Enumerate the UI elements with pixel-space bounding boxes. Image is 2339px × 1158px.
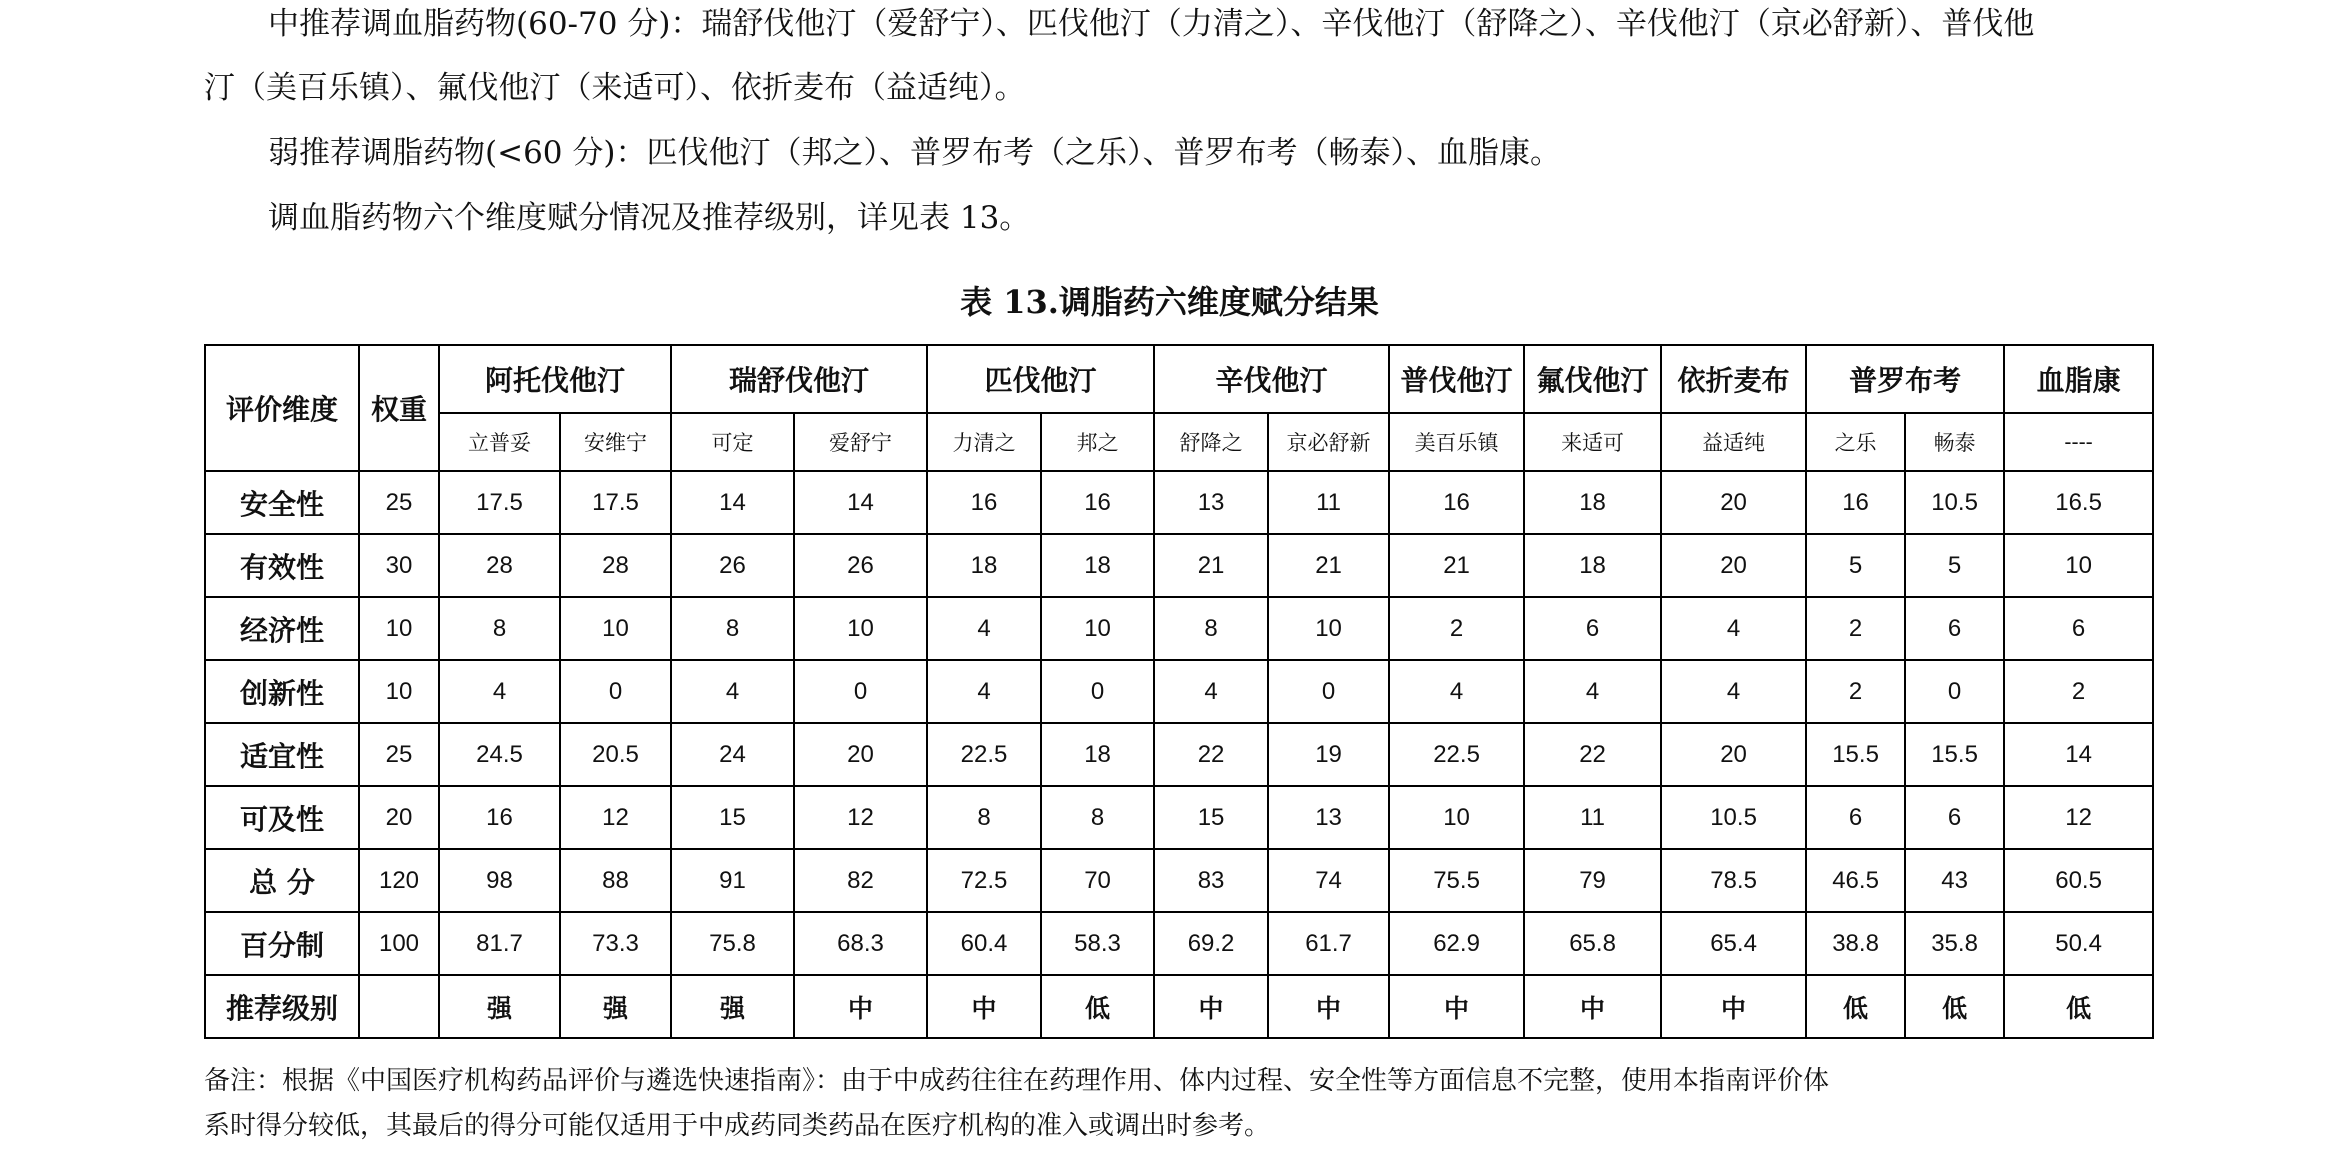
- weight-cell: 100: [359, 912, 439, 975]
- score-cell: 14: [794, 471, 927, 534]
- row-label: 可及性: [205, 786, 359, 849]
- row-label: 安全性: [205, 471, 359, 534]
- score-cell: 18: [1041, 723, 1154, 786]
- score-cell: 10: [1268, 597, 1389, 660]
- score-cell: 15: [1154, 786, 1268, 849]
- table-row: [205, 660, 2153, 723]
- score-cell: 19: [1268, 723, 1389, 786]
- score-cell: 6: [1905, 786, 2004, 849]
- score-cell: 61.7: [1268, 912, 1389, 975]
- score-cell: 69.2: [1154, 912, 1268, 975]
- row-label: 适宜性: [205, 723, 359, 786]
- level-cell: 低: [1041, 975, 1154, 1038]
- score-cell: 2: [2004, 660, 2153, 723]
- score-cell: 6: [2004, 597, 2153, 660]
- score-cell: 4: [927, 660, 1041, 723]
- weight-cell: 10: [359, 660, 439, 723]
- table-row: [205, 597, 2153, 660]
- score-cell: 8: [439, 597, 560, 660]
- score-cell: 0: [1905, 660, 2004, 723]
- score-cell: 60.5: [2004, 849, 2153, 912]
- row-label: 创新性: [205, 660, 359, 723]
- score-cell: 11: [1268, 471, 1389, 534]
- score-cell: 22: [1154, 723, 1268, 786]
- score-cell: 4: [927, 597, 1041, 660]
- dimension-header: 评价维度: [205, 345, 359, 471]
- brand-header: 舒降之: [1154, 413, 1268, 471]
- score-cell: 70: [1041, 849, 1154, 912]
- note-line2: 系时得分较低，其最后的得分可能仅适用于中成药同类药品在医疗机构的准入或调出时参考。: [204, 1111, 1271, 1141]
- weight-cell: 30: [359, 534, 439, 597]
- score-cell: 83: [1154, 849, 1268, 912]
- level-cell: 中: [1524, 975, 1661, 1038]
- row-label: 有效性: [205, 534, 359, 597]
- brand-header: 立普妥: [439, 413, 560, 471]
- level-cell: 强: [560, 975, 671, 1038]
- score-cell: 0: [560, 660, 671, 723]
- score-cell: 50.4: [2004, 912, 2153, 975]
- level-cell: 中: [927, 975, 1041, 1038]
- table-row: [205, 534, 2153, 597]
- score-cell: 35.8: [1905, 912, 2004, 975]
- score-cell: 17.5: [560, 471, 671, 534]
- score-cell: 20: [1661, 534, 1806, 597]
- score-cell: 78.5: [1661, 849, 1806, 912]
- drug-header: 阿托伐他汀: [439, 345, 671, 413]
- score-cell: 79: [1524, 849, 1661, 912]
- score-cell: 26: [794, 534, 927, 597]
- score-cell: 22.5: [1389, 723, 1524, 786]
- score-cell: 38.8: [1806, 912, 1905, 975]
- drug-header: 血脂康: [2004, 345, 2153, 413]
- table-row: [205, 786, 2153, 849]
- score-cell: 10: [794, 597, 927, 660]
- score-cell: 12: [794, 786, 927, 849]
- drug-header: 普罗布考: [1806, 345, 2004, 413]
- score-cell: 4: [439, 660, 560, 723]
- score-cell: 68.3: [794, 912, 927, 975]
- drug-header: 瑞舒伐他汀: [671, 345, 927, 413]
- score-cell: 21: [1268, 534, 1389, 597]
- score-cell: 4: [1661, 597, 1806, 660]
- weight-cell: [359, 975, 439, 1038]
- table-row: [205, 723, 2153, 786]
- table-row: [205, 471, 2153, 534]
- score-cell: 24.5: [439, 723, 560, 786]
- row-label: 总 分: [205, 849, 359, 912]
- score-cell: 20: [1661, 723, 1806, 786]
- score-cell: 2: [1806, 660, 1905, 723]
- score-cell: 10.5: [1905, 471, 2004, 534]
- score-cell: 65.8: [1524, 912, 1661, 975]
- brand-header: 来适可: [1524, 413, 1661, 471]
- row-label: 推荐级别: [205, 975, 359, 1038]
- score-cell: 10: [560, 597, 671, 660]
- score-cell: 4: [671, 660, 794, 723]
- score-cell: 13: [1154, 471, 1268, 534]
- score-cell: 46.5: [1806, 849, 1905, 912]
- score-cell: 65.4: [1661, 912, 1806, 975]
- score-cell: 4: [1661, 660, 1806, 723]
- brand-header: 可定: [671, 413, 794, 471]
- score-cell: 4: [1389, 660, 1524, 723]
- score-cell: 60.4: [927, 912, 1041, 975]
- brand-header: 益适纯: [1661, 413, 1806, 471]
- brand-header: 京必舒新: [1268, 413, 1389, 471]
- score-cell: 62.9: [1389, 912, 1524, 975]
- score-cell: 20: [1661, 471, 1806, 534]
- score-cell: 6: [1806, 786, 1905, 849]
- score-cell: 14: [2004, 723, 2153, 786]
- score-cell: 28: [439, 534, 560, 597]
- score-cell: 20: [794, 723, 927, 786]
- score-cell: 18: [1524, 534, 1661, 597]
- weight-cell: 120: [359, 849, 439, 912]
- brand-header: ----: [2004, 413, 2153, 471]
- brand-header: 美百乐镇: [1389, 413, 1524, 471]
- table-row: [205, 912, 2153, 975]
- score-cell: 15.5: [1806, 723, 1905, 786]
- drug-header: 匹伐他汀: [927, 345, 1154, 413]
- score-cell: 10: [1041, 597, 1154, 660]
- score-cell: 8: [927, 786, 1041, 849]
- score-cell: 0: [794, 660, 927, 723]
- weight-cell: 10: [359, 597, 439, 660]
- paragraph-moderate-line1: 中推荐调血脂药物(60-70 分)：瑞舒伐他汀（爱舒宁）、匹伐他汀（力清之）、辛伐他汀（舒降之）、辛伐他汀（京必舒新）、普伐他: [268, 6, 2035, 42]
- level-cell: 中: [1661, 975, 1806, 1038]
- score-cell: 58.3: [1041, 912, 1154, 975]
- score-cell: 14: [671, 471, 794, 534]
- score-table: [204, 344, 2154, 1039]
- score-cell: 15: [671, 786, 794, 849]
- level-row: [205, 975, 2153, 1038]
- score-cell: 98: [439, 849, 560, 912]
- score-cell: 17.5: [439, 471, 560, 534]
- level-cell: 低: [1905, 975, 2004, 1038]
- level-cell: 强: [671, 975, 794, 1038]
- table-row: [205, 849, 2153, 912]
- score-cell: 6: [1905, 597, 2004, 660]
- score-cell: 10: [1389, 786, 1524, 849]
- score-cell: 8: [671, 597, 794, 660]
- score-cell: 2: [1806, 597, 1905, 660]
- score-cell: 22: [1524, 723, 1661, 786]
- score-cell: 75.5: [1389, 849, 1524, 912]
- score-cell: 73.3: [560, 912, 671, 975]
- score-cell: 28: [560, 534, 671, 597]
- brand-header: 爱舒宁: [794, 413, 927, 471]
- drug-header: 依折麦布: [1661, 345, 1806, 413]
- row-label: 经济性: [205, 597, 359, 660]
- brand-header: 邦之: [1041, 413, 1154, 471]
- score-cell: 4: [1154, 660, 1268, 723]
- score-cell: 8: [1041, 786, 1154, 849]
- note-line1: 备注：根据《中国医疗机构药品评价与遴选快速指南》：由于中成药往往在药理作用、体内过程、安全性等方面信息不完整，使用本指南评价体: [204, 1066, 1830, 1096]
- score-cell: 16: [1041, 471, 1154, 534]
- drug-header: 辛伐他汀: [1154, 345, 1389, 413]
- score-cell: 0: [1041, 660, 1154, 723]
- score-cell: 18: [1524, 471, 1661, 534]
- level-cell: 低: [2004, 975, 2153, 1038]
- score-cell: 2: [1389, 597, 1524, 660]
- brand-header: 力清之: [927, 413, 1041, 471]
- score-cell: 5: [1905, 534, 2004, 597]
- drug-header: 普伐他汀: [1389, 345, 1524, 413]
- score-cell: 18: [1041, 534, 1154, 597]
- score-cell: 16.5: [2004, 471, 2153, 534]
- level-cell: 中: [1268, 975, 1389, 1038]
- score-cell: 75.8: [671, 912, 794, 975]
- score-cell: 88: [560, 849, 671, 912]
- score-cell: 16: [1389, 471, 1524, 534]
- score-cell: 13: [1268, 786, 1389, 849]
- table-caption: 表 13.调脂药六维度赋分结果: [960, 283, 1379, 321]
- level-cell: 中: [1389, 975, 1524, 1038]
- level-cell: 强: [439, 975, 560, 1038]
- score-cell: 18: [927, 534, 1041, 597]
- weight-cell: 20: [359, 786, 439, 849]
- score-cell: 0: [1268, 660, 1389, 723]
- weight-cell: 25: [359, 723, 439, 786]
- score-cell: 74: [1268, 849, 1389, 912]
- score-cell: 24: [671, 723, 794, 786]
- score-cell: 10: [2004, 534, 2153, 597]
- score-cell: 12: [2004, 786, 2153, 849]
- score-cell: 22.5: [927, 723, 1041, 786]
- score-cell: 26: [671, 534, 794, 597]
- score-cell: 21: [1389, 534, 1524, 597]
- score-cell: 16: [439, 786, 560, 849]
- score-cell: 81.7: [439, 912, 560, 975]
- score-cell: 16: [927, 471, 1041, 534]
- level-cell: 中: [1154, 975, 1268, 1038]
- score-cell: 8: [1154, 597, 1268, 660]
- score-cell: 11: [1524, 786, 1661, 849]
- drug-header: 氟伐他汀: [1524, 345, 1661, 413]
- level-cell: 中: [794, 975, 927, 1038]
- score-cell: 4: [1524, 660, 1661, 723]
- score-cell: 16: [1806, 471, 1905, 534]
- weight-header: 权重: [359, 345, 439, 471]
- paragraph-moderate-line2: 汀（美百乐镇）、氟伐他汀（来适可）、依折麦布（益适纯）。: [204, 70, 1026, 106]
- paragraph-table-reference: 调血脂药物六个维度赋分情况及推荐级别，详见表 13。: [268, 200, 1031, 236]
- score-cell: 43: [1905, 849, 2004, 912]
- level-cell: 低: [1806, 975, 1905, 1038]
- weight-cell: 25: [359, 471, 439, 534]
- row-label: 百分制: [205, 912, 359, 975]
- score-cell: 72.5: [927, 849, 1041, 912]
- brand-header: 之乐: [1806, 413, 1905, 471]
- score-cell: 12: [560, 786, 671, 849]
- paragraph-weak: 弱推荐调脂药物(<60 分)：匹伐他汀（邦之）、普罗布考（之乐）、普罗布考（畅泰）、血脂康。: [268, 135, 1561, 171]
- score-cell: 82: [794, 849, 927, 912]
- score-cell: 6: [1524, 597, 1661, 660]
- score-cell: 20.5: [560, 723, 671, 786]
- score-cell: 15.5: [1905, 723, 2004, 786]
- score-cell: 10.5: [1661, 786, 1806, 849]
- score-cell: 21: [1154, 534, 1268, 597]
- score-cell: 91: [671, 849, 794, 912]
- brand-header: 安维宁: [560, 413, 671, 471]
- score-cell: 5: [1806, 534, 1905, 597]
- brand-header: 畅泰: [1905, 413, 2004, 471]
